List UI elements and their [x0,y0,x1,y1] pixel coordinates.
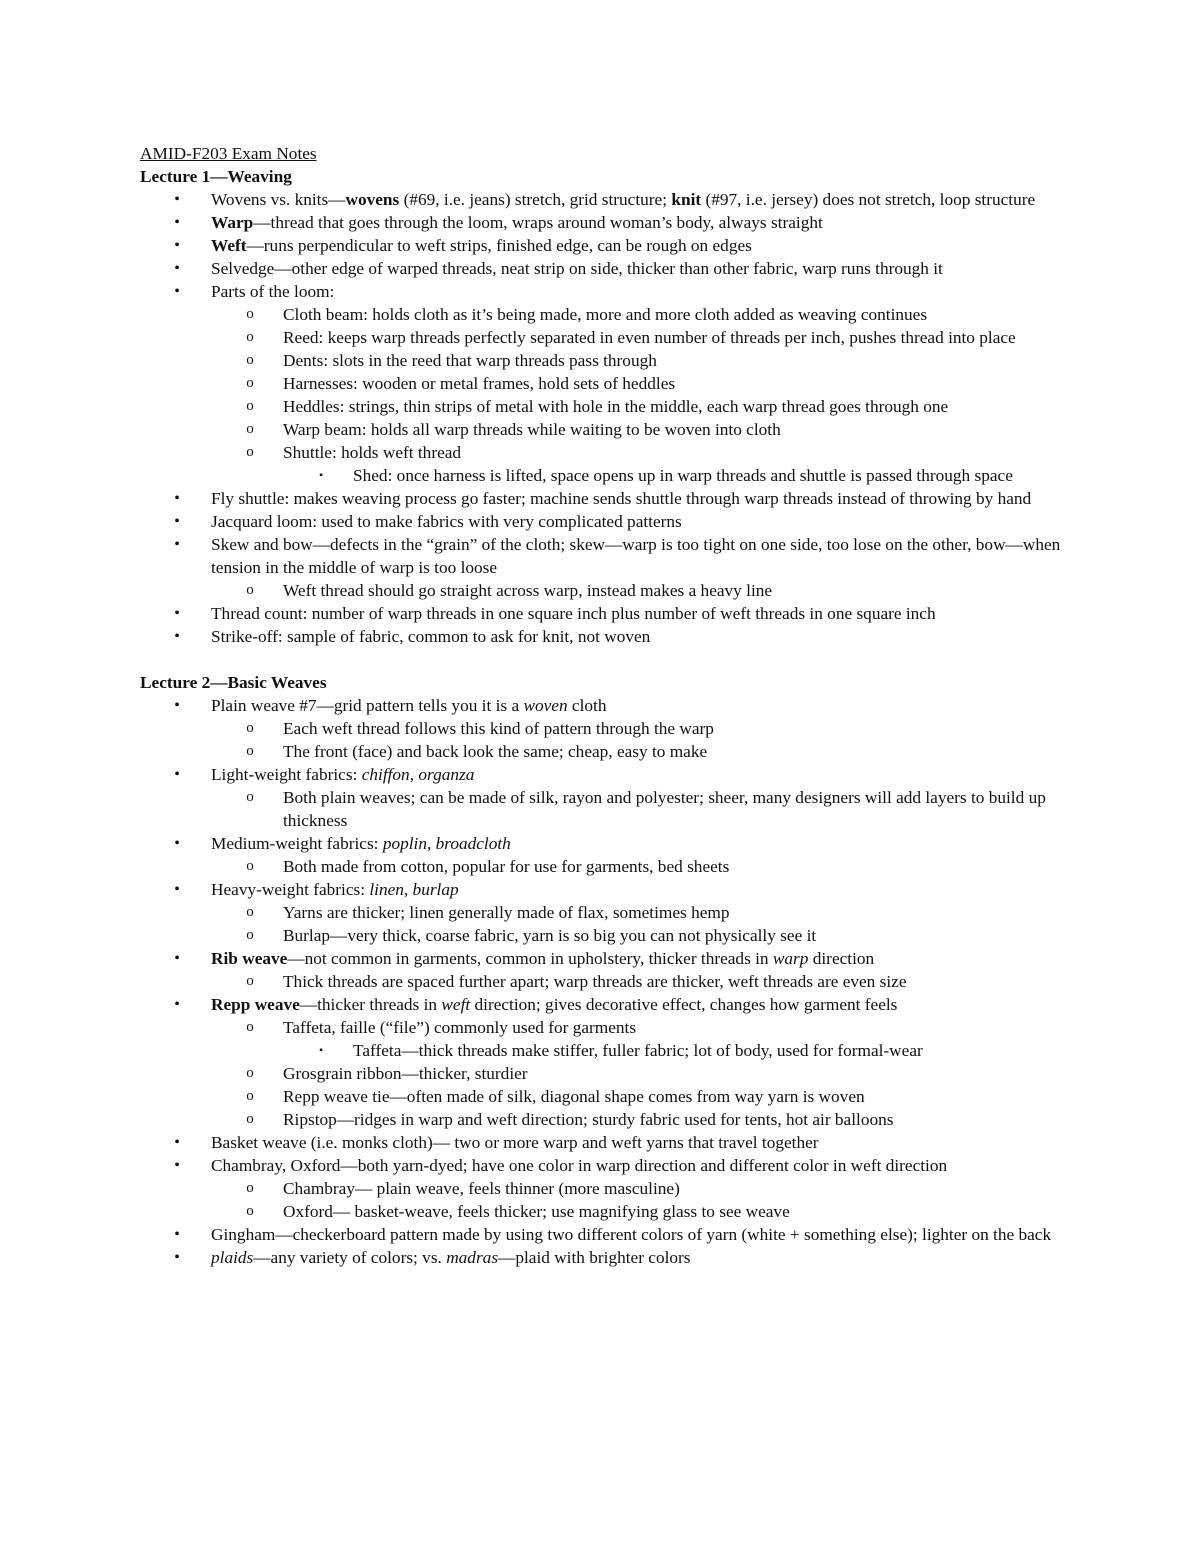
text-run: Medium-weight fabrics: [211,834,383,853]
note-text [283,1087,865,1106]
bullet-circle-icon: o [246,1088,254,1104]
lecture-1-heading: Lecture 1—Weaving [140,167,292,186]
bullet-circle-icon: o [246,306,254,322]
bullet-circle-icon: o [246,1019,254,1035]
text-run: Both plain weaves; can be made of silk, rayon and polyester; sheer, many designers will add layers to build up thickness [283,788,1046,830]
note-text [283,305,927,324]
note-item-level-2 [140,418,1070,441]
text-run: —plaid with brighter colors [498,1248,691,1267]
note-text [211,1156,947,1175]
text-run: Ripstop—ridges in warp and weft direction; sturdy fabric used for tents, hot air balloons [283,1110,894,1129]
note-text [283,328,1016,347]
note-text [211,535,1060,577]
note-item-level-2 [140,1200,1070,1223]
note-item-level-1 [140,878,1070,901]
text-run: —thread that goes through the loom, wraps around woman’s body, always straight [253,213,823,232]
note-item-level-1 [140,602,1070,625]
bullet-circle-icon: o [246,1111,254,1127]
note-item-level-2 [140,395,1070,418]
text-run: knit [671,190,702,209]
text-run: —not common in garments, common in upholstery, thicker threads in [287,949,773,968]
note-text [353,466,1013,485]
note-text [283,374,675,393]
note-item-level-1 [140,257,1070,280]
note-item-level-1 [140,947,1070,970]
note-text [211,627,650,646]
note-item-level-2 [140,924,1070,947]
text-run: Skew and bow—defects in the “grain” of the cloth; skew—warp is too tight on one side, too lose on the other, bow—when tension in the middle of warp is too loose [211,535,1061,577]
note-item-level-1 [140,1223,1070,1246]
note-item-level-2 [140,303,1070,326]
text-run: Plain weave #7—grid pattern tells you it is a [211,696,524,715]
text-run: weft [441,995,471,1014]
note-text [211,190,1035,209]
bullet-dot-icon: • [174,513,180,530]
text-run: direction [808,949,875,968]
text-run: Strike-off: sample of fabric, common to ask for knit, not woven [211,627,651,646]
note-item-level-1 [140,993,1070,1016]
text-run: wovens [345,190,400,209]
text-run: woven [523,696,568,715]
text-run: cloth [567,696,607,715]
text-run: Taffeta, faille (“file”) commonly used for garments [283,1018,637,1037]
text-run: Parts of the loom: [211,282,335,301]
note-item-level-1 [140,763,1070,786]
note-text [283,1018,636,1037]
text-run: —runs perpendicular to weft strips, finished edge, can be rough on edges [246,236,752,255]
bullet-circle-icon: o [246,582,254,598]
text-run: Wovens vs. knits— [211,190,346,209]
text-run: Taffeta—thick threads make stiffer, fuller fabric; lot of body, used for formal-wear [353,1041,923,1060]
lecture-1-notes-list [140,188,1070,648]
text-run: Warp [211,213,254,232]
bullet-circle-icon: o [246,858,254,874]
document-title: AMID-F203 Exam Notes [140,144,317,163]
bullet-dot-icon: • [174,1226,180,1243]
text-run: Weft [211,236,247,255]
note-text [211,765,474,784]
note-item-level-2 [140,740,1070,763]
bullet-dot-icon: • [174,605,180,622]
note-text [211,489,1031,508]
bullet-circle-icon: o [246,398,254,414]
note-item-level-2 [140,1062,1070,1085]
note-text [353,1041,923,1060]
note-item-level-2 [140,786,1070,832]
note-text [283,742,707,761]
note-text [211,995,897,1014]
note-item-level-1 [140,234,1070,257]
note-item-level-2 [140,1016,1070,1039]
text-run: Dents: slots in the reed that warp threads pass through [283,351,657,370]
note-text [211,949,874,968]
text-run: —any variety of colors; vs. [253,1248,447,1267]
note-item-level-2 [140,1108,1070,1131]
text-run: madras [446,1248,499,1267]
text-run: Thick threads are spaced further apart; warp threads are thicker, weft threads are even size [283,972,907,991]
note-item-level-1 [140,211,1070,234]
note-text [283,443,461,462]
text-run: Yarns are thicker; linen generally made of flax, sometimes hemp [283,903,730,922]
bullet-dot-icon: • [174,835,180,852]
text-run: Fly shuttle: makes weaving process go faster; machine sends shuttle through warp threads instead of throwing by hand [211,489,1032,508]
note-text [211,1248,691,1267]
note-item-level-3 [140,1039,1070,1062]
note-text [283,1179,680,1198]
note-item-level-1 [140,1246,1070,1269]
note-text [283,972,907,991]
bullet-circle-icon: o [246,444,254,460]
bullet-circle-icon: o [246,1065,254,1081]
note-item-level-1 [140,625,1070,648]
note-item-level-2 [140,349,1070,372]
note-text [211,834,511,853]
note-text [211,1133,819,1152]
bullet-dot-icon: • [174,260,180,277]
lecture-2-notes-list [140,694,1070,1269]
bullet-circle-icon: o [246,743,254,759]
note-text [211,236,752,255]
bullet-circle-icon: o [246,720,254,736]
text-run: Repp weave [211,995,300,1014]
text-run: warp [772,949,809,968]
note-item-level-1 [140,832,1070,855]
note-text [211,213,823,232]
text-run: Warp beam: holds all warp threads while waiting to be woven into cloth [283,420,781,439]
text-run: (#69, i.e. jeans) stretch, grid structure; [399,190,672,209]
bullet-circle-icon: o [246,421,254,437]
note-item-level-1 [140,280,1070,303]
bullet-circle-icon: o [246,927,254,943]
note-text [211,696,606,715]
note-text [211,259,943,278]
note-text [211,604,936,623]
bullet-dot-icon: • [174,283,180,300]
text-run: chiffon, organza [361,765,475,784]
note-text [283,420,781,439]
text-run: Heddles: strings, thin strips of metal with hole in the middle, each warp thread goes through one [283,397,949,416]
text-run: Repp weave tie—often made of silk, diagonal shape comes from way yarn is woven [283,1087,865,1106]
bullet-circle-icon: o [246,1180,254,1196]
note-item-level-3 [140,464,1070,487]
text-run: Cloth beam: holds cloth as it’s being made, more and more cloth added as weaving continues [283,305,928,324]
note-text [211,1225,1051,1244]
note-item-level-2 [140,441,1070,464]
note-item-level-1 [140,487,1070,510]
bullet-dot-icon: • [174,628,180,645]
text-run: —thicker threads in [299,995,442,1014]
note-item-level-1 [140,1154,1070,1177]
bullet-dot-icon: • [174,697,180,714]
text-run: (#97, i.e. jersey) does not stretch, loop structure [701,190,1036,209]
bullet-circle-icon: o [246,973,254,989]
bullet-circle-icon: o [246,375,254,391]
text-run: Each weft thread follows this kind of pattern through the warp [283,719,714,738]
note-text [211,880,459,899]
bullet-circle-icon: o [246,789,254,805]
note-item-level-1 [140,1131,1070,1154]
note-item-level-2 [140,855,1070,878]
note-item-level-2 [140,1085,1070,1108]
note-item-level-2 [140,901,1070,924]
note-text [283,581,772,600]
text-run: poplin, broadcloth [382,834,511,853]
note-item-level-2 [140,579,1070,602]
note-item-level-1 [140,533,1070,579]
text-run: plaids [211,1248,254,1267]
bullet-circle-icon: o [246,1203,254,1219]
text-run: Burlap—very thick, coarse fabric, yarn is so big you can not physically see it [283,926,817,945]
note-item-level-2 [140,970,1070,993]
text-run: linen, burlap [369,880,459,899]
text-run: Weft thread should go straight across warp, instead makes a heavy line [283,581,773,600]
bullet-dot-icon: • [174,490,180,507]
note-item-level-2 [140,1177,1070,1200]
note-text [283,1064,528,1083]
note-text [283,719,714,738]
note-text [283,351,657,370]
text-run: The front (face) and back look the same; cheap, easy to make [283,742,708,761]
note-text [283,788,1046,830]
text-run: Both made from cotton, popular for use for garments, bed sheets [283,857,730,876]
note-item-level-2 [140,717,1070,740]
note-text [211,282,334,301]
note-text [283,1202,790,1221]
bullet-circle-icon: o [246,904,254,920]
text-run: Grosgrain ribbon—thicker, sturdier [283,1064,528,1083]
note-item-level-1 [140,694,1070,717]
text-run: Jacquard loom: used to make fabrics with very complicated patterns [211,512,682,531]
note-item-level-1 [140,188,1070,211]
text-run: Shuttle: holds weft thread [283,443,462,462]
note-text [283,397,948,416]
text-run: Selvedge—other edge of warped threads, neat strip on side, thicker than other fabric, warp runs through it [211,259,943,278]
text-run: direction; gives decorative effect, changes how garment feels [470,995,898,1014]
text-run: Rib weave [211,949,288,968]
note-text [283,1110,893,1129]
bullet-dot-icon: • [174,766,180,783]
text-run: Chambray, Oxford—both yarn-dyed; have one color in warp direction and different color in weft direction [211,1156,948,1175]
bullet-dot-icon: • [174,536,180,553]
bullet-dot-icon: • [174,1134,180,1151]
bullet-dot-icon: • [174,191,180,208]
bullet-square-icon: ▪ [319,470,323,481]
text-run: Thread count: number of warp threads in one square inch plus number of weft threads in one square inch [211,604,936,623]
section-spacer [140,648,1070,671]
note-text [211,512,682,531]
text-run: Light-weight fabrics: [211,765,362,784]
note-text [283,926,816,945]
lecture-2-heading: Lecture 2—Basic Weaves [140,673,327,692]
note-item-level-2 [140,372,1070,395]
text-run: Chambray— plain weave, feels thinner (more masculine) [283,1179,680,1198]
bullet-dot-icon: • [174,881,180,898]
text-run: Basket weave (i.e. monks cloth)— two or more warp and weft yarns that travel together [211,1133,819,1152]
bullet-dot-icon: • [174,237,180,254]
text-run: Shed: once harness is lifted, space opens up in warp threads and shuttle is passed through space [353,466,1013,485]
bullet-dot-icon: • [174,214,180,231]
bullet-circle-icon: o [246,329,254,345]
bullet-dot-icon: • [174,996,180,1013]
note-item-level-2 [140,326,1070,349]
text-run: Oxford— basket-weave, feels thicker; use magnifying glass to see weave [283,1202,790,1221]
notes-content [140,142,1070,1269]
note-text [283,903,729,922]
text-run: Reed: keeps warp threads perfectly separated in even number of threads per inch, pushes thread into place [283,328,1016,347]
bullet-dot-icon: • [174,950,180,967]
bullet-dot-icon: • [174,1157,180,1174]
note-text [283,857,729,876]
note-item-level-1 [140,510,1070,533]
text-run: Heavy-weight fabrics: [211,880,370,899]
text-run: Harnesses: wooden or metal frames, hold sets of heddles [283,374,676,393]
bullet-dot-icon: • [174,1249,180,1266]
text-run: Gingham—checkerboard pattern made by using two different colors of yarn (white + something else); lighter on the back [211,1225,1052,1244]
bullet-square-icon: ▪ [319,1045,323,1056]
bullet-circle-icon: o [246,352,254,368]
